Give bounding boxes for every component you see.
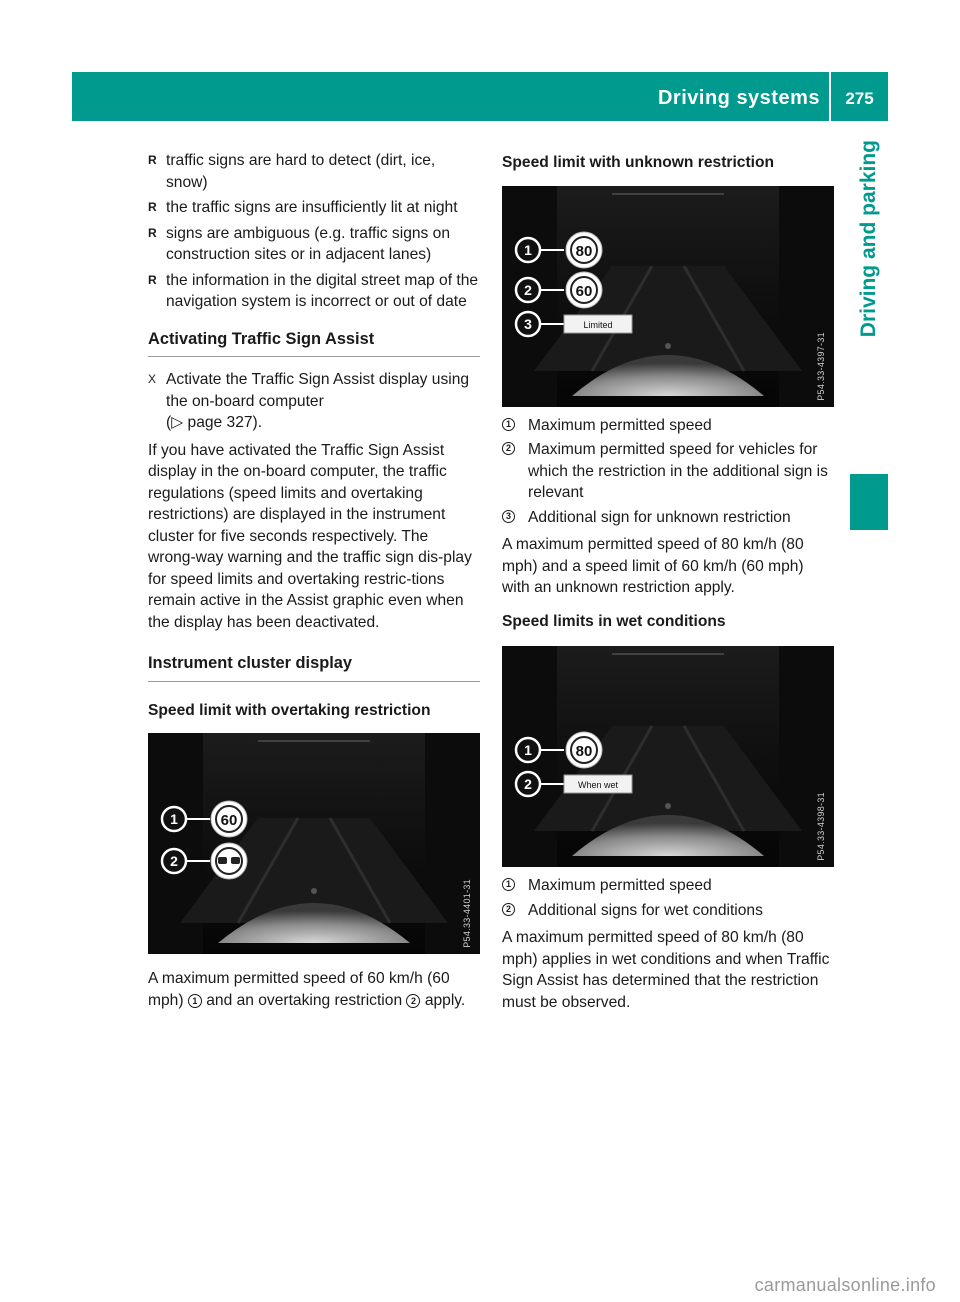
callout-2: 2 <box>524 776 532 792</box>
legend-text: Additional signs for wet conditions <box>528 901 763 919</box>
bullet-marker: R <box>148 153 157 167</box>
watermark: carmanualsonline.info <box>754 1275 936 1295</box>
callout-ref-1: 1 <box>188 994 202 1008</box>
legend-item <box>502 415 834 437</box>
step-text: Activate the Traffic Sign Assist display using the on-board computer <box>166 371 470 410</box>
page-number: 275 <box>845 89 874 108</box>
speed-sign-60: 60 <box>575 282 593 300</box>
unknown-paragraph: A maximum permitted speed of 80 km/h (80 mph) and a speed limit of 60 km/h (60 mph) with an unknown restriction apply. <box>502 536 804 596</box>
list-item <box>148 197 480 219</box>
additional-sign-label: Limited <box>583 319 613 330</box>
list-item <box>148 150 480 193</box>
bullet-text: the traffic signs are insufficiently lit at night <box>166 199 458 216</box>
car-icon <box>231 857 240 864</box>
caption-text: apply. <box>424 991 466 1009</box>
wet-paragraph: A maximum permitted speed of 80 km/h (80 mph) applies in wet conditions and when Traffic Sign Assist has determined that the restriction must be observed. <box>502 929 830 1011</box>
list-item <box>148 223 480 266</box>
page-reference-link[interactable]: (▷ page 327). <box>166 414 263 431</box>
activating-paragraph: If you have activated the Traffic Sign Assist display in the on-board computer, the traffic regulations (speed limits and overtaking restrictions) are displayed in the instrument cluster for five seconds respectively. The wrong-way warning and the traffic sign dis-play for speed limits and overtaking restric-tions remain active in the Assist graphic even when the display has been deactivated. <box>148 441 472 631</box>
right-column <box>502 150 834 1013</box>
instrument-cluster-heading: Instrument cluster display <box>148 653 480 682</box>
figure-wet-conditions <box>502 646 834 867</box>
figure1-caption <box>148 968 480 1011</box>
legend-item <box>502 439 834 504</box>
callout-ref-2: 2 <box>406 994 420 1008</box>
callout-2: 2 <box>524 281 532 298</box>
bullet-text: signs are ambiguous (e.g. traffic signs on construction sites or in adjacent lanes) <box>166 224 451 263</box>
wet-conditions-heading: Speed limits in wet conditions <box>502 612 726 630</box>
chapter-tab-marker <box>850 474 888 530</box>
overtaking-heading: Speed limit with overtaking restriction <box>148 701 431 719</box>
legend-number: 1 <box>502 878 515 891</box>
callout-3: 3 <box>524 315 532 332</box>
legend-text: Maximum permitted speed for vehicles for which the restriction in the additional sign is relevant <box>528 441 828 501</box>
figure-overtaking-restriction <box>148 733 480 954</box>
legend-number: 2 <box>502 903 515 916</box>
callout-1: 1 <box>170 811 178 827</box>
step-marker: X <box>148 372 157 386</box>
chapter-tab-label: Driving and parking <box>857 140 880 338</box>
section-title: Driving systems <box>657 87 820 109</box>
unknown-restriction-heading: Speed limit with unknown restriction <box>502 154 775 171</box>
bullet-text: the information in the digital street map of the navigation system is incorrect or out of date <box>166 271 479 310</box>
bullet-marker: R <box>148 200 157 214</box>
left-column <box>148 150 480 1011</box>
page-header <box>72 72 888 121</box>
legend-text: Maximum permitted speed <box>528 877 712 894</box>
cluster-graphic <box>502 646 834 867</box>
list-item <box>148 270 480 313</box>
legend-text: Additional sign for unknown restriction <box>528 508 791 526</box>
figure-unknown-restriction <box>502 186 834 407</box>
bullet-marker: R <box>148 225 157 240</box>
bullet-text: traffic signs are hard to detect (dirt, ice, snow) <box>166 152 436 191</box>
activating-heading: Activating Traffic Sign Assist <box>148 329 480 358</box>
caption-text: A maximum permitted speed of 60 km/h (60 mph) <box>148 970 450 1009</box>
legend-item <box>502 875 834 897</box>
figure-id: P54.33-4401-31 <box>461 879 472 948</box>
legend-list <box>502 875 834 921</box>
instruction-step <box>148 369 480 434</box>
callout-1: 1 <box>524 742 532 758</box>
figure-id: P54.33-4397-31 <box>815 331 826 401</box>
legend-text: Maximum permitted speed <box>528 416 712 434</box>
additional-sign-label: When wet <box>577 780 619 790</box>
caption-text: and an overtaking restriction <box>206 991 403 1009</box>
car-icon <box>218 857 227 864</box>
callout-1: 1 <box>524 241 532 258</box>
speed-sign-80: 80 <box>575 242 593 260</box>
legend-list <box>502 415 834 529</box>
legend-number: 2 <box>502 442 515 455</box>
figure-id: P54.33-4398-31 <box>815 792 826 861</box>
cluster-graphic <box>502 186 834 407</box>
callout-2: 2 <box>170 853 178 869</box>
cluster-graphic <box>148 733 480 954</box>
speed-sign-60: 60 <box>220 812 238 829</box>
legend-item <box>502 900 834 922</box>
speed-sign-80: 80 <box>575 743 593 760</box>
legend-item <box>502 507 834 529</box>
legend-number: 3 <box>502 510 515 523</box>
bullet-marker: R <box>148 272 157 287</box>
legend-number: 1 <box>502 418 515 431</box>
